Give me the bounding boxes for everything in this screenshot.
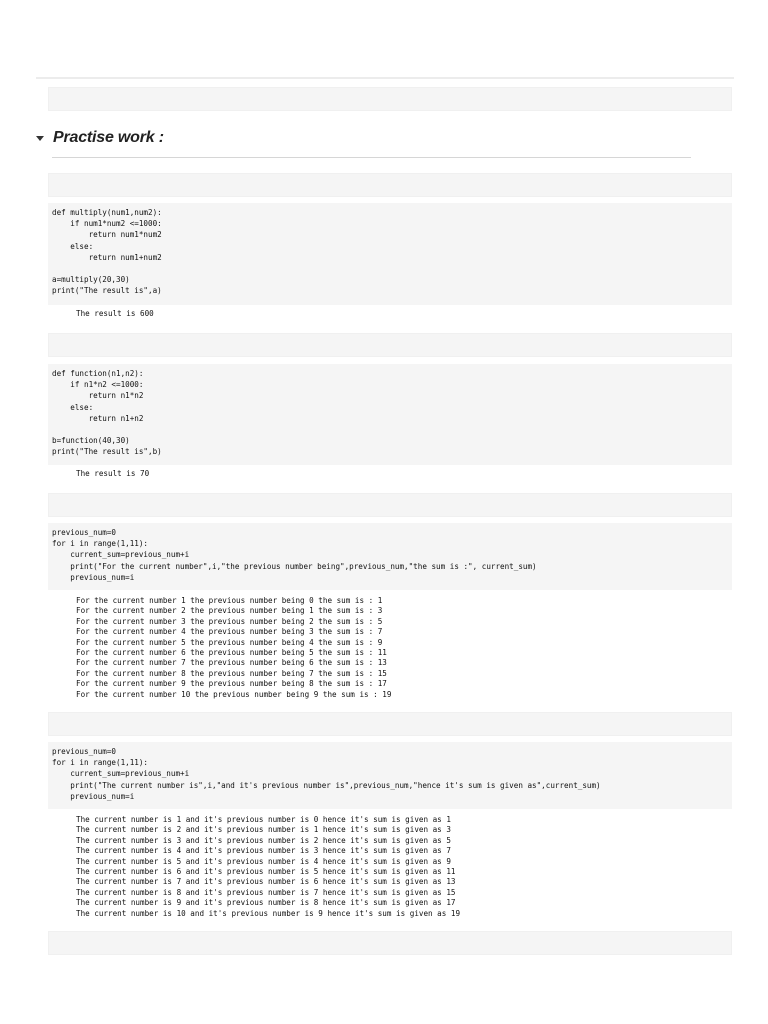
output-cell-multiply: The result is 600	[76, 309, 154, 318]
code-cell-multiply[interactable]: def multiply(num1,num2): if num1*num2 <=1000: return num1*num2 else: return num1+num2 a=multiply(20,30) print("The result is",a)	[48, 203, 732, 305]
empty-code-cell[interactable]	[48, 87, 732, 111]
empty-code-cell[interactable]	[48, 712, 732, 736]
section-title: Practise work :	[53, 129, 164, 146]
section-heading[interactable]	[36, 126, 164, 150]
heading-divider	[52, 157, 691, 158]
empty-code-cell[interactable]	[48, 173, 732, 197]
empty-code-cell[interactable]	[48, 931, 732, 955]
code-cell-sum-loop[interactable]: previous_num=0 for i in range(1,11): current_sum=previous_num+i print("For the current number",i,"the previous number being",previous_num,"the sum is :", current_sum) previous_num=i	[48, 523, 732, 590]
empty-code-cell[interactable]	[48, 333, 732, 357]
output-cell-function: The result is 70	[76, 469, 150, 478]
code-cell-function[interactable]: def function(n1,n2): if n1*n2 <=1000: return n1*n2 else: return n1+n2 b=function(40,30) print("The result is",b)	[48, 364, 732, 465]
caret-down-icon[interactable]	[36, 136, 44, 141]
output-cell-sum-loop: For the current number 1 the previous number being 0 the sum is : 1 For the current number 2 the previous number being 1 the sum is : 3 For the current number 3 the previous number being 2 the sum is : 5 For the current number 4 the previous number being 3 the sum is : 7 For the current number 5 the previous number being 4 the sum is : 9 For the current number 6 the previous number being 5 the sum is : 11 For the current number 7 the previous number being 6 the sum is : 13 For the current number 8 the previous number being 7 the sum is : 15 For the current number 9 the previous number being 8 the sum is : 17 For the current number 10 the previous number being 9 the sum is : 19	[76, 596, 392, 699]
empty-code-cell[interactable]	[48, 493, 732, 517]
output-cell-sum-loop-2: The current number is 1 and it's previous number is 0 hence it's sum is given as 1 The current number is 2 and it's previous number is 1 hence it's sum is given as 3 The current number is 3 and it's previous number is 2 hence it's sum is given as 5 The current number is 4 and it's previous number is 3 hence it's sum is given as 7 The current number is 5 and it's previous number is 4 hence it's sum is given as 9 The current number is 6 and it's previous number is 5 hence it's sum is given as 11 The current number is 7 and it's previous number is 6 hence it's sum is given as 13 The current number is 8 and it's previous number is 7 hence it's sum is given as 15 The current number is 9 and it's previous number is 8 hence it's sum is given as 17 The current number is 10 and it's previous number is 9 hence it's sum is given as 19	[76, 815, 461, 918]
code-cell-sum-loop-2[interactable]: previous_num=0 for i in range(1,11): current_sum=previous_num+i print("The current number is",i,"and it's previous number is",previous_num,"hence it's sum is given as",current_sum) previous_num=i	[48, 742, 732, 809]
notebook-top-divider	[36, 77, 734, 79]
